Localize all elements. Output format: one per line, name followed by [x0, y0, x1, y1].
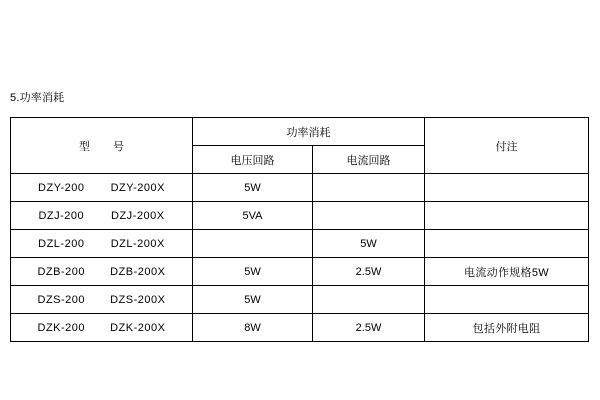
cell-voltage: 5VA: [193, 202, 313, 230]
table-row: [11, 314, 589, 342]
cell-current: 2.5W: [313, 258, 425, 286]
cell-current: 2.5W: [313, 314, 425, 342]
header-voltage-circuit: 电压回路: [193, 146, 313, 174]
cell-voltage: 5W: [193, 258, 313, 286]
table-body: [11, 174, 589, 342]
power-consumption-table-wrapper: [10, 117, 588, 342]
header-remarks: 付注: [425, 118, 589, 174]
cell-remark: [425, 174, 589, 202]
model-right: DZK-200X: [110, 321, 166, 334]
cell-voltage: [193, 230, 313, 258]
cell-current: 5W: [313, 230, 425, 258]
cell-model: [11, 258, 193, 286]
table-row: [11, 174, 589, 202]
model-left: DZL-200: [38, 237, 85, 250]
cell-model: [11, 174, 193, 202]
section-title: 5.功率消耗: [10, 92, 65, 104]
cell-remark: [425, 286, 589, 314]
table-row: [11, 202, 589, 230]
model-left: DZK-200: [37, 321, 86, 334]
model-left: DZJ-200: [38, 209, 85, 222]
cell-voltage: 5W: [193, 174, 313, 202]
cell-current: [313, 202, 425, 230]
table-row: [11, 286, 589, 314]
cell-remark: 包括外附电阻: [425, 314, 589, 342]
cell-remark: 电流动作规格5W: [425, 258, 589, 286]
cell-voltage: 5W: [193, 286, 313, 314]
header-model: [11, 118, 193, 174]
cell-model: [11, 286, 193, 314]
cell-voltage: 8W: [193, 314, 313, 342]
model-left: DZS-200: [37, 293, 86, 306]
model-right: DZS-200X: [110, 293, 166, 306]
cell-model: [11, 314, 193, 342]
model-right: DZY-200X: [110, 181, 165, 194]
header-power-consumption: 功率消耗: [193, 118, 425, 146]
model-right: DZL-200X: [110, 237, 165, 250]
table-header: [11, 118, 589, 174]
model-left: DZY-200: [38, 181, 85, 194]
cell-current: [313, 286, 425, 314]
header-row-top: [11, 118, 589, 146]
cell-current: [313, 174, 425, 202]
cell-remark: [425, 202, 589, 230]
header-current-circuit: 电流回路: [313, 146, 425, 174]
table-row: [11, 258, 589, 286]
model-right: DZB-200X: [110, 265, 166, 278]
cell-remark: [425, 230, 589, 258]
cell-model: [11, 230, 193, 258]
table-row: [11, 230, 589, 258]
model-right: DZJ-200X: [111, 209, 165, 222]
header-model-label: 型 号: [79, 140, 130, 153]
power-consumption-table: [10, 117, 589, 342]
cell-model: [11, 202, 193, 230]
model-left: DZB-200: [37, 265, 86, 278]
